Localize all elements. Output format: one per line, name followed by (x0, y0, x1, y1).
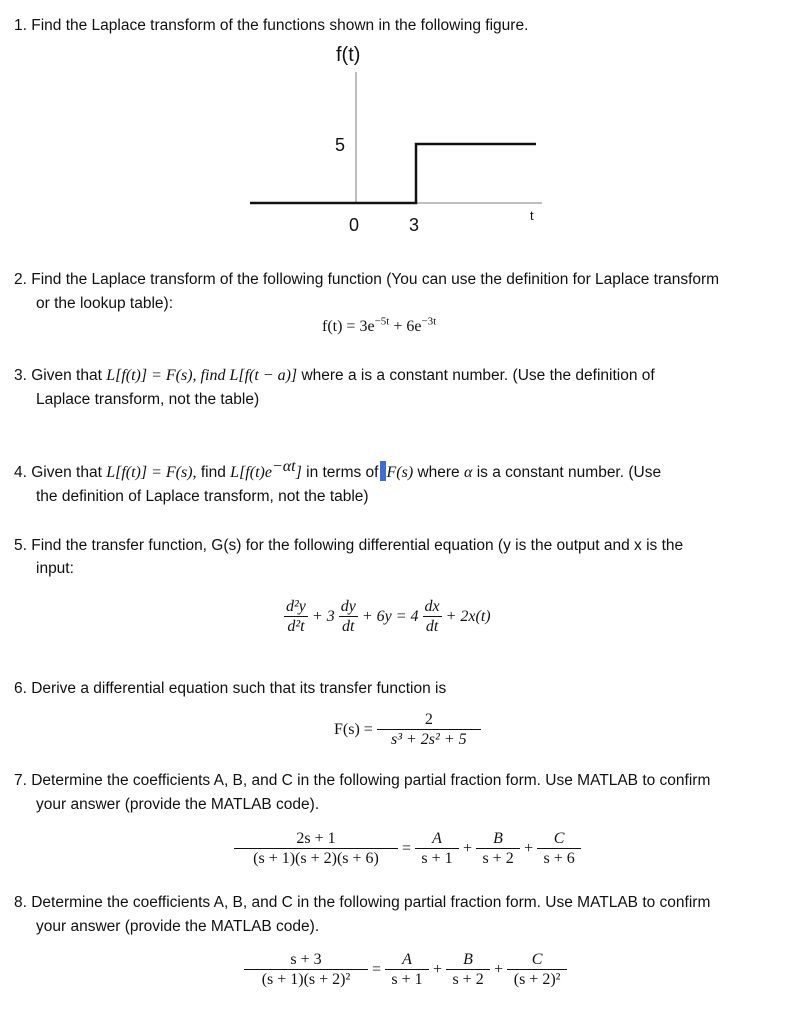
graph-title: f(t) (336, 44, 361, 66)
question-8-line-2: your answer (provide the MATLAB code). (36, 918, 320, 935)
question-6-equation: F(s) = $\frac{2}{\text{s³ + 2s² + 5}}$ (334, 710, 481, 749)
graph-label-3: 3 (409, 215, 420, 235)
graph-label-t: t (530, 208, 534, 223)
question-7-line-2: your answer (provide the MATLAB code). (36, 796, 320, 813)
question-2-equation: $f(t) = 3e^{-5t} + 6e^{-3t}$ (322, 315, 437, 335)
question-8-equation: $\frac{s + 3}{\text{(s + 1)(s + 2)²}}$ = $\frac{A}{s + 1}$ + $\frac{B}{s + 2}$ + $\frac{C}{\text{(s + 2)²}}$ (244, 950, 567, 989)
question-7-equation: $\frac{2s + 1}{(s + 1)(s + 2)(s + 6)}$ = $\frac{A}{s + 1}$ + $\frac{B}{s + 2}$ + $\frac{C}{s + 6}$ (234, 829, 581, 868)
step-function-graph (240, 60, 560, 230)
question-5-line-1: 5. Find the transfer function, G(s) for the following differential equation (y is the output and x is the (14, 537, 684, 554)
text-cursor (380, 461, 386, 481)
step-curve (250, 144, 536, 203)
question-2-line-2: or the lookup table): (36, 295, 174, 312)
question-6-text: 6. Derive a differential equation such that its transfer function is (14, 680, 447, 697)
question-3-line-1: 3. Given that L[f(t)] = F(s), find L[f(t − a)] where a is a constant number. (Use the definition of (14, 367, 655, 384)
question-1-text: 1. Find the Laplace transform of the functions shown in the following figure. (14, 17, 529, 34)
question-5-line-2: input: (36, 560, 74, 577)
question-8-line-1: 8. Determine the coefficients A, B, and C in the following partial fraction form. Use MATLAB to confirm (14, 894, 711, 911)
question-5-equation: $\frac{\text{d²y}}{\text{d²t}}$ + 3 $\frac{dy}{dt}$ + 6y = 4 $\frac{dx}{dt}$ + 2x(t) (286, 598, 491, 635)
question-4-line-2: the definition of Laplace transform, not the table) (36, 488, 369, 505)
graph-label-0: 0 (349, 215, 360, 235)
question-7-line-1: 7. Determine the coefficients A, B, and C in the following partial fraction form. Use MATLAB to confirm (14, 772, 711, 789)
question-4-line-1: 4. Given that L[f(t)] = F(s), find $L[f(t)e^{-\alpha t}]$ in terms of F(s) where α is a constant number. (Use (14, 457, 662, 481)
question-2-line-1: 2. Find the Laplace transform of the following function (You can use the definition for Laplace transform (14, 271, 720, 288)
question-3-line-2: Laplace transform, not the table) (36, 391, 260, 408)
graph-label-5: 5 (335, 135, 346, 155)
